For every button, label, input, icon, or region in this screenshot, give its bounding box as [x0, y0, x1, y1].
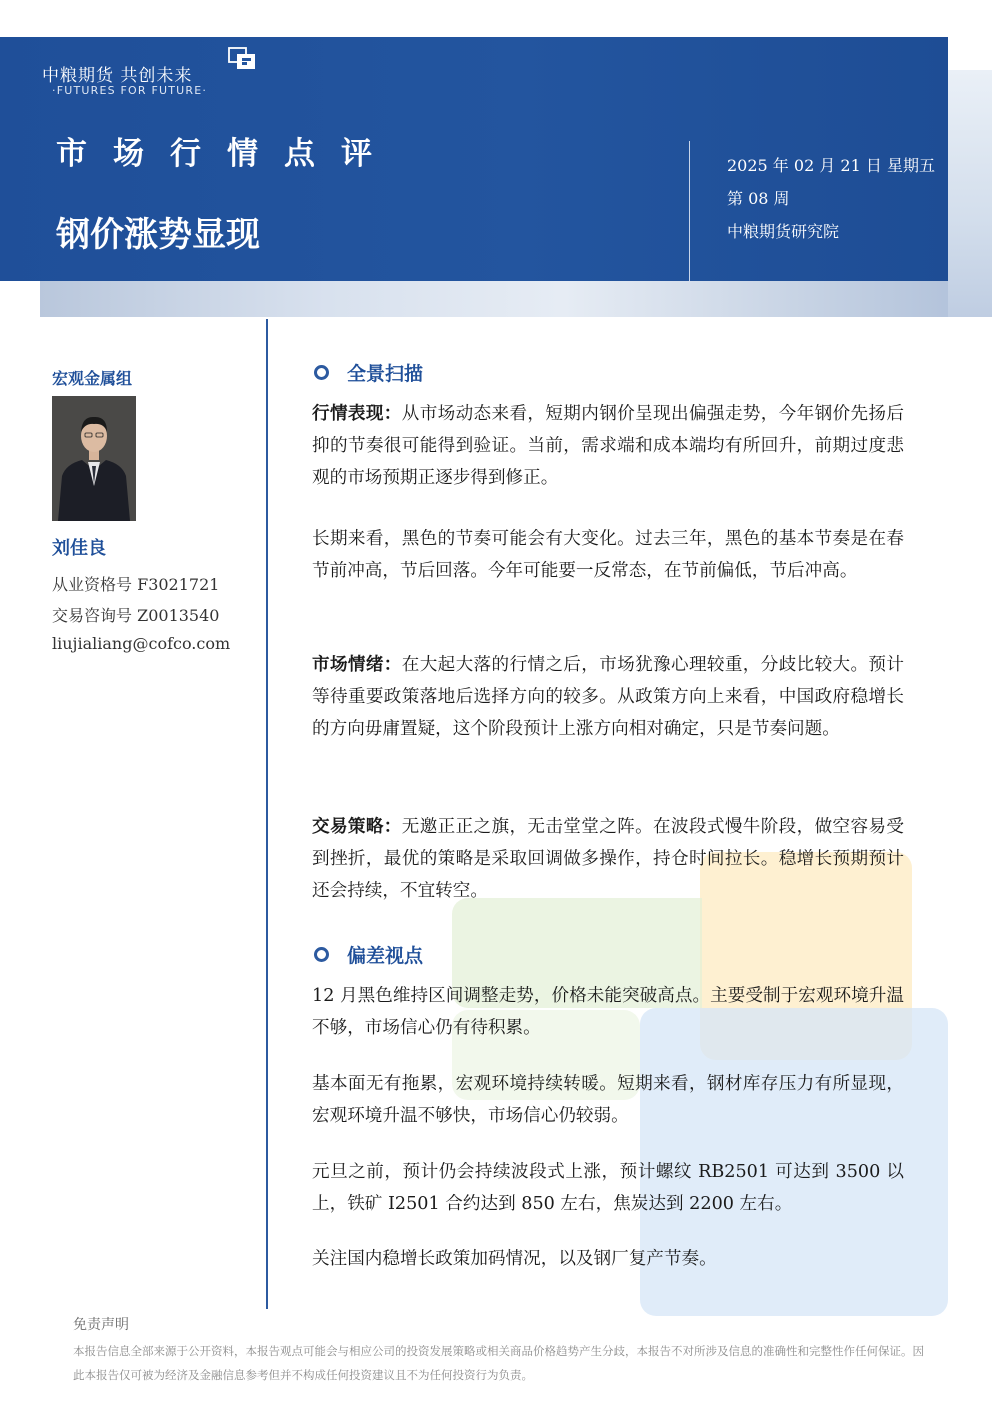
company-logo-icon	[228, 47, 256, 71]
paragraph-lead: 行情表现：	[312, 403, 402, 424]
report-week: 第 08 周	[727, 189, 790, 208]
page-title: 钢价涨势显现	[56, 215, 260, 255]
report-type: 市场行情点评	[56, 136, 398, 172]
avatar	[52, 396, 136, 521]
banner-divider	[689, 141, 690, 281]
paragraph-text: 无邀正正之旗，无击堂堂之阵。在波段式慢牛阶段，做空容易受到挫折，最优的策略是采取回调做多操作，持仓时间拉长。稳增长预期预计还会持续，不宜转空。	[312, 817, 904, 901]
paragraph-text: 在大起大落的行情之后，市场犹豫心理较重，分歧比较大。预计等待重要政策落地后选择方向的较多。从政策方向上来看，中国政府稳增长的方向毋庸置疑，这个阶段预计上涨方向相对确定，只是节奏问题。	[312, 655, 904, 739]
paragraph	[312, 1156, 904, 1220]
section-bullet-icon	[314, 365, 329, 380]
banner-photo-strip	[40, 281, 992, 317]
section-heading-overview	[314, 359, 423, 386]
section-bullet-icon	[314, 947, 329, 962]
column-divider	[266, 319, 268, 1309]
disclaimer-text: 本报告信息全部来源于公开资料，本报告观点可能会与相应公司的投资发展策略或相关商品价格趋势产生分歧，本报告不对所涉及信息的准确性和完整性作任何保证。因此本报告仅可被为经济及金融信息参考但并不构成任何投资建议且不为任何投资行为负责。	[73, 1344, 924, 1382]
paragraph-text: 关注国内稳增长政策加码情况，以及钢厂复产节奏。	[312, 1249, 717, 1269]
paragraph	[312, 1243, 904, 1275]
author-name: 刘佳良	[52, 538, 106, 559]
paragraph-text: 12 月黑色维持区间调整走势，价格未能突破高点。主要受制于宏观环境升温不够，市场信心仍有待积累。	[312, 986, 904, 1038]
author-group: 宏观金属组	[52, 369, 133, 388]
paragraph-lead: 交易策略：	[312, 816, 402, 837]
banner-photo-edge	[948, 70, 992, 317]
paragraph-text: 元旦之前，预计仍会持续波段式上涨，预计螺纹 RB2501 可达到 3500 以上，铁矿 I2501 合约达到 850 左右，焦炭达到 2200 左右。	[312, 1162, 904, 1214]
paragraph-text: 从市场动态来看，短期内钢价呈现出偏强走势，今年钢价先扬后抑的节奏很可能得到验证。当前，需求端和成本端均有所回升，前期过度悲观的市场预期正逐步得到修正。	[312, 404, 904, 488]
paragraph	[312, 523, 904, 587]
paragraph	[312, 398, 904, 494]
disclaimer-title: 免责声明	[73, 1317, 129, 1333]
author-qualification: 从业资格号 F3021721	[52, 575, 220, 594]
paragraph-text: 基本面无有拖累，宏观环境持续转暖。短期来看，钢材库存压力有所显现，宏观环境升温不够快，市场信心仍较弱。	[312, 1074, 904, 1126]
company-logo-text: 中粮期货 共创未来	[42, 66, 193, 86]
company-logo-slogan: ·FUTURES FOR FUTURE·	[52, 84, 208, 97]
paragraph-lead: 市场情绪：	[312, 654, 402, 675]
section-title: 全景扫描	[347, 363, 424, 385]
report-institute: 中粮期货研究院	[727, 222, 840, 241]
author-email[interactable]: liujialiang@cofco.com	[52, 634, 231, 653]
paragraph-text: 长期来看，黑色的节奏可能会有大变化。过去三年，黑色的基本节奏是在春节前冲高，节后回落。今年可能要一反常态，在节前偏低，节后冲高。	[312, 529, 904, 581]
paragraph	[312, 1068, 904, 1132]
paragraph	[312, 980, 904, 1044]
author-photo-icon	[52, 396, 136, 521]
paragraph	[312, 811, 904, 907]
report-date: 2025 年 02 月 21 日 星期五	[727, 156, 935, 175]
paragraph	[312, 649, 904, 745]
section-heading-deviation	[314, 941, 423, 968]
section-title: 偏差视点	[347, 945, 424, 967]
author-consult-number: 交易咨询号 Z0013540	[52, 606, 220, 625]
